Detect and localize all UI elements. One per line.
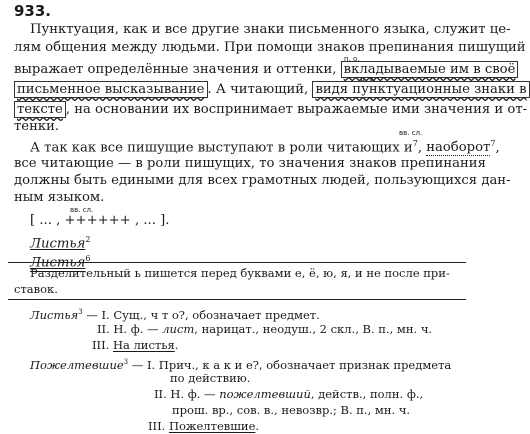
p1-line-3-text: выражает определённые значения и оттенки, bbox=[14, 62, 337, 77]
boxed-phrase-1: вкладываемые им в своё bbox=[341, 61, 519, 78]
w1-l3b: На листья bbox=[112, 338, 175, 352]
listya-1-word: Листья bbox=[30, 236, 86, 252]
p2-line-2: все читающие — в роли пишущих, то значения знаков препинания bbox=[14, 156, 486, 171]
analysis-w1-sup: 3 bbox=[78, 308, 83, 316]
p1-line-4-text: . А читающий, bbox=[207, 82, 309, 97]
p1-line-2: лям общения между людьми. При помощи знаков препинания пишущий bbox=[14, 40, 526, 55]
p2-line-1-text: А так как все пишущие выступают в роли читающих и bbox=[30, 140, 413, 156]
analysis-w2-l4 bbox=[148, 419, 259, 433]
analysis-w2-l1b: по действию. bbox=[170, 371, 251, 385]
w2-l2c: , действ., полн. ф., bbox=[310, 387, 424, 401]
w2-l4a: III. bbox=[148, 419, 169, 433]
listya-1 bbox=[30, 232, 90, 252]
analysis-w1-l1 bbox=[30, 305, 320, 322]
rule-top-line bbox=[8, 262, 466, 263]
listya-1-sup: 2 bbox=[85, 235, 91, 244]
scheme-mark: вв. сл. bbox=[70, 206, 94, 214]
rule-text-2: ставок. bbox=[14, 282, 58, 296]
comma-2: , bbox=[495, 140, 500, 156]
w1-l2c: , нарицат., неодуш., 2 скл., В. п., мн. ч. bbox=[194, 322, 433, 336]
mark-vvsl: вв. сл. bbox=[399, 129, 423, 137]
boxed-phrase-4: тексте bbox=[14, 101, 66, 118]
boxed-phrase-2: письменное высказывание bbox=[14, 81, 208, 98]
word-naoborot: наоборот bbox=[426, 140, 491, 156]
p2-line-1 bbox=[30, 136, 500, 156]
w2-l4c: . bbox=[255, 419, 260, 433]
w2-l2a: II. Н. ф. — bbox=[154, 387, 220, 401]
p1-line-5-text: , на основании их воспринимает выражаемые ими значения и от- bbox=[65, 102, 528, 117]
analysis-w1-l3 bbox=[92, 338, 178, 352]
mark-po: п. о. bbox=[344, 55, 360, 63]
scheme: [ ... , ++++++ , ... ]. bbox=[30, 213, 170, 228]
analysis-w2-l3: прош. вр., сов. в., невозвр.; В. п., мн. ч. bbox=[172, 403, 411, 417]
w2-l4b: Пожелтевшие bbox=[168, 419, 256, 433]
analysis-w2-l2 bbox=[154, 387, 423, 401]
analysis-w1: Листья bbox=[30, 307, 79, 322]
sup-7b: 7 bbox=[490, 139, 496, 148]
sup-7a: 7 bbox=[412, 139, 418, 148]
exercise-number: 933. bbox=[14, 2, 52, 20]
analysis-w2-l1-text: — I. Прич., к а к и е?, обозначает признак предмета bbox=[131, 357, 452, 372]
analysis-w2-l1 bbox=[30, 355, 451, 372]
p1-line-6: тенки. bbox=[14, 119, 60, 134]
p1-line-5 bbox=[14, 102, 527, 118]
w1-l3c: . bbox=[174, 338, 179, 352]
mark-do: д. о. bbox=[360, 75, 376, 83]
p1-line-1: Пунктуация, как и все другие знаки письменного языка, служит це- bbox=[30, 22, 511, 37]
analysis-w1-l1-text: — I. Сущ., ч т о?, обозначает предмет. bbox=[86, 307, 320, 322]
listya-2-sup: 6 bbox=[85, 254, 91, 263]
w1-l2b: лист bbox=[162, 322, 195, 336]
w1-l3a: III. bbox=[92, 338, 113, 352]
boxed-phrase-3: видя пунктуационные знаки в bbox=[312, 81, 529, 98]
comma: , bbox=[417, 140, 427, 156]
w1-l2a: II. Н. ф. — bbox=[97, 322, 163, 336]
rule-text-1: Разделительный ь пишется перед буквами е, ё, ю, я, и не после при- bbox=[30, 266, 450, 280]
analysis-w1-l2 bbox=[97, 322, 432, 336]
listya-2-word: Листья bbox=[30, 255, 86, 271]
analysis-w2: Пожелтевшие bbox=[30, 357, 124, 372]
p2-line-3: должны быть едиными для всех грамотных людей, пользующихся дан- bbox=[14, 173, 511, 188]
rule-bottom-line bbox=[8, 299, 466, 300]
w2-l2b: пожелтевший bbox=[219, 387, 311, 401]
p1-line-4 bbox=[14, 82, 530, 98]
analysis-w2-sup: 3 bbox=[123, 358, 129, 366]
p2-line-4: ным языком. bbox=[14, 190, 105, 205]
p1-line-3 bbox=[14, 62, 518, 78]
